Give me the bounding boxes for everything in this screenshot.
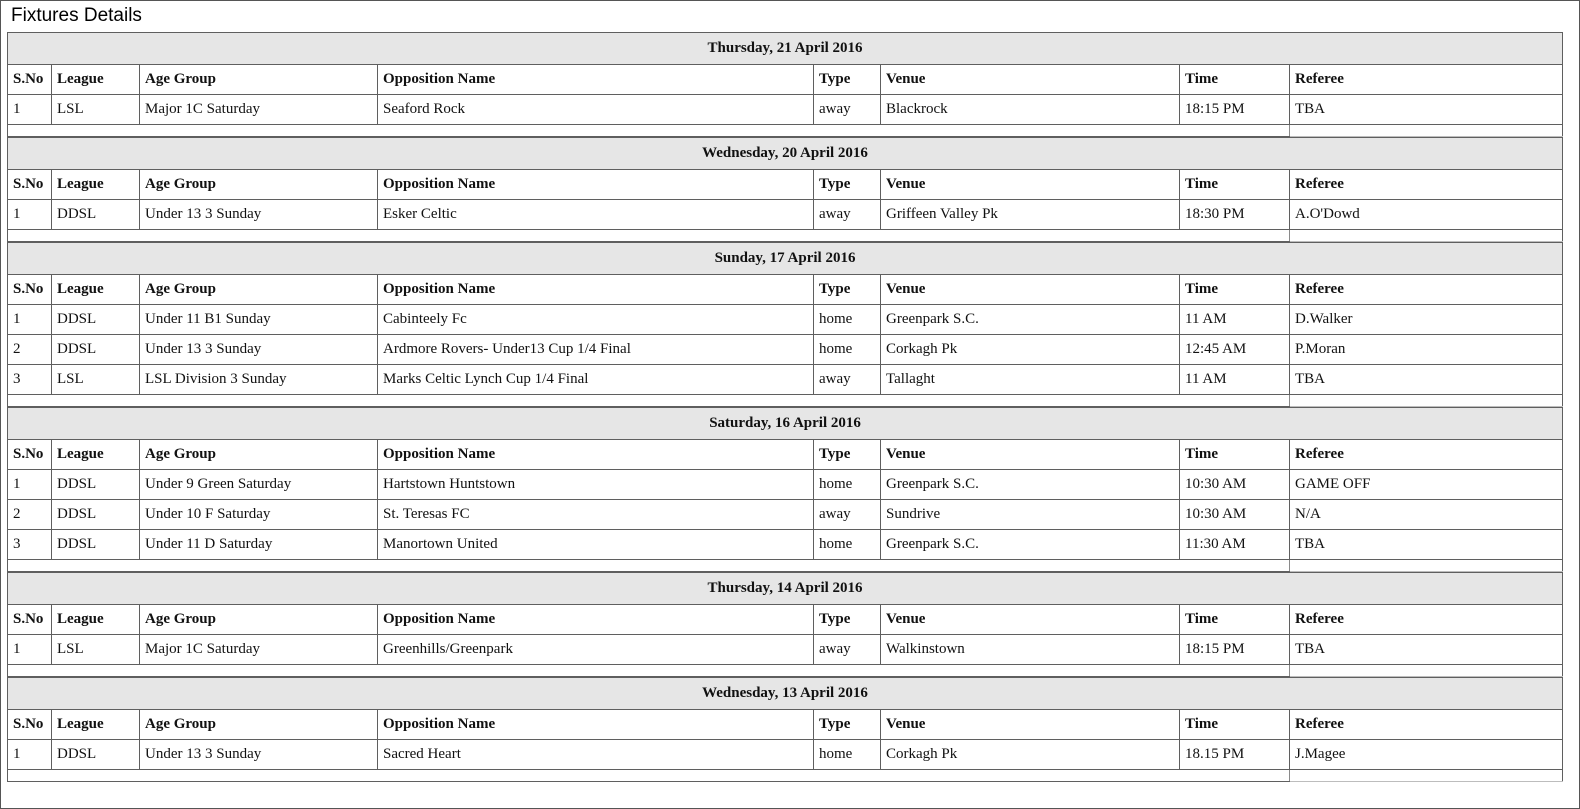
column-header-sno: S.No (8, 710, 52, 740)
column-header-referee: Referee (1290, 275, 1563, 305)
column-header-type: Type (814, 65, 881, 95)
column-header-row (8, 440, 1563, 470)
column-header-opposition-name: Opposition Name (378, 605, 814, 635)
column-header-row (8, 605, 1563, 635)
table-row (8, 470, 1563, 500)
cell-venue: Corkagh Pk (881, 740, 1180, 770)
column-header-venue: Venue (881, 710, 1180, 740)
column-header-time: Time (1180, 170, 1290, 200)
column-header-venue: Venue (881, 170, 1180, 200)
cell-sno: 1 (8, 305, 52, 335)
cell-time: 11 AM (1180, 365, 1290, 395)
spacer-cell (8, 125, 1290, 137)
cell-referee: TBA (1290, 365, 1563, 395)
table-row (8, 530, 1563, 560)
cell-time: 18.15 PM (1180, 740, 1290, 770)
cell-referee: TBA (1290, 95, 1563, 125)
cell-sno: 1 (8, 740, 52, 770)
cell-league: DDSL (52, 305, 140, 335)
fixtures-list (7, 32, 1573, 782)
cell-age-group: Under 13 3 Sunday (140, 740, 378, 770)
column-header-age-group: Age Group (140, 275, 378, 305)
column-header-opposition-name: Opposition Name (378, 275, 814, 305)
cell-time: 18:15 PM (1180, 95, 1290, 125)
page-title: Fixtures Details (11, 5, 142, 26)
column-header-referee: Referee (1290, 710, 1563, 740)
cell-referee: P.Moran (1290, 335, 1563, 365)
column-header-league: League (52, 605, 140, 635)
cell-type: home (814, 530, 881, 560)
column-header-referee: Referee (1290, 65, 1563, 95)
cell-league: DDSL (52, 530, 140, 560)
column-header-opposition-name: Opposition Name (378, 170, 814, 200)
spacer-cell (8, 230, 1290, 242)
column-header-league: League (52, 710, 140, 740)
cell-time: 18:15 PM (1180, 635, 1290, 665)
cell-venue: Sundrive (881, 500, 1180, 530)
cell-venue: Greenpark S.C. (881, 470, 1180, 500)
spacer-cell (1290, 125, 1563, 137)
cell-age-group: Under 13 3 Sunday (140, 200, 378, 230)
fixture-day-table (7, 137, 1563, 242)
cell-league: DDSL (52, 470, 140, 500)
spacer-cell (8, 560, 1290, 572)
cell-age-group: Under 11 B1 Sunday (140, 305, 378, 335)
spacer-cell (1290, 665, 1563, 677)
table-row (8, 740, 1563, 770)
cell-age-group: Major 1C Saturday (140, 95, 378, 125)
column-header-row (8, 170, 1563, 200)
column-header-time: Time (1180, 605, 1290, 635)
column-header-sno: S.No (8, 440, 52, 470)
cell-league: LSL (52, 365, 140, 395)
cell-referee: TBA (1290, 635, 1563, 665)
cell-type: away (814, 365, 881, 395)
spacer-cell (1290, 560, 1563, 572)
column-header-age-group: Age Group (140, 440, 378, 470)
cell-opposition-name: Hartstown Huntstown (378, 470, 814, 500)
column-header-time: Time (1180, 440, 1290, 470)
cell-age-group: LSL Division 3 Sunday (140, 365, 378, 395)
cell-referee: TBA (1290, 530, 1563, 560)
fixture-date: Wednesday, 13 April 2016 (8, 678, 1563, 710)
column-header-venue: Venue (881, 65, 1180, 95)
fixture-day-table (7, 32, 1563, 137)
column-header-league: League (52, 440, 140, 470)
spacer-cell (8, 395, 1290, 407)
cell-opposition-name: St. Teresas FC (378, 500, 814, 530)
cell-referee: D.Walker (1290, 305, 1563, 335)
cell-type: home (814, 305, 881, 335)
cell-league: LSL (52, 95, 140, 125)
cell-time: 10:30 AM (1180, 500, 1290, 530)
cell-league: DDSL (52, 500, 140, 530)
table-row (8, 335, 1563, 365)
cell-type: home (814, 740, 881, 770)
column-header-referee: Referee (1290, 170, 1563, 200)
table-row (8, 200, 1563, 230)
cell-venue: Greenpark S.C. (881, 530, 1180, 560)
fixture-date: Thursday, 14 April 2016 (8, 573, 1563, 605)
cell-time: 12:45 AM (1180, 335, 1290, 365)
cell-venue: Tallaght (881, 365, 1180, 395)
cell-referee: GAME OFF (1290, 470, 1563, 500)
cell-league: DDSL (52, 200, 140, 230)
fixture-date-row (8, 408, 1563, 440)
column-header-league: League (52, 275, 140, 305)
cell-time: 11:30 AM (1180, 530, 1290, 560)
cell-sno: 3 (8, 365, 52, 395)
cell-venue: Corkagh Pk (881, 335, 1180, 365)
column-header-sno: S.No (8, 275, 52, 305)
column-header-age-group: Age Group (140, 710, 378, 740)
column-header-venue: Venue (881, 275, 1180, 305)
cell-sno: 1 (8, 200, 52, 230)
spacer-cell (8, 665, 1290, 677)
column-header-opposition-name: Opposition Name (378, 710, 814, 740)
cell-type: away (814, 635, 881, 665)
fixture-day-table (7, 242, 1563, 407)
cell-sno: 1 (8, 95, 52, 125)
cell-venue: Greenpark S.C. (881, 305, 1180, 335)
cell-age-group: Major 1C Saturday (140, 635, 378, 665)
cell-league: DDSL (52, 740, 140, 770)
cell-age-group: Under 9 Green Saturday (140, 470, 378, 500)
cell-venue: Walkinstown (881, 635, 1180, 665)
cell-opposition-name: Cabinteely Fc (378, 305, 814, 335)
section-spacer-row (8, 395, 1563, 407)
column-header-type: Type (814, 440, 881, 470)
cell-opposition-name: Marks Celtic Lynch Cup 1/4 Final (378, 365, 814, 395)
cell-type: away (814, 200, 881, 230)
column-header-sno: S.No (8, 605, 52, 635)
cell-opposition-name: Esker Celtic (378, 200, 814, 230)
column-header-row (8, 275, 1563, 305)
cell-opposition-name: Seaford Rock (378, 95, 814, 125)
cell-sno: 1 (8, 635, 52, 665)
fixture-date-row (8, 33, 1563, 65)
column-header-opposition-name: Opposition Name (378, 65, 814, 95)
section-spacer-row (8, 560, 1563, 572)
table-row (8, 635, 1563, 665)
cell-referee: J.Magee (1290, 740, 1563, 770)
cell-type: away (814, 500, 881, 530)
cell-venue: Griffeen Valley Pk (881, 200, 1180, 230)
column-header-type: Type (814, 275, 881, 305)
table-row (8, 95, 1563, 125)
column-header-venue: Venue (881, 605, 1180, 635)
cell-age-group: Under 13 3 Sunday (140, 335, 378, 365)
cell-opposition-name: Manortown United (378, 530, 814, 560)
cell-type: home (814, 335, 881, 365)
section-spacer-row (8, 770, 1563, 782)
column-header-type: Type (814, 710, 881, 740)
cell-opposition-name: Ardmore Rovers- Under13 Cup 1/4 Final (378, 335, 814, 365)
column-header-row (8, 710, 1563, 740)
column-header-age-group: Age Group (140, 65, 378, 95)
column-header-time: Time (1180, 275, 1290, 305)
cell-type: home (814, 470, 881, 500)
column-header-referee: Referee (1290, 440, 1563, 470)
cell-age-group: Under 11 D Saturday (140, 530, 378, 560)
cell-referee: A.O'Dowd (1290, 200, 1563, 230)
fixture-date: Wednesday, 20 April 2016 (8, 138, 1563, 170)
column-header-referee: Referee (1290, 605, 1563, 635)
cell-age-group: Under 10 F Saturday (140, 500, 378, 530)
column-header-venue: Venue (881, 440, 1180, 470)
table-row (8, 305, 1563, 335)
column-header-sno: S.No (8, 170, 52, 200)
column-header-league: League (52, 170, 140, 200)
spacer-cell (1290, 395, 1563, 407)
column-header-age-group: Age Group (140, 170, 378, 200)
cell-time: 10:30 AM (1180, 470, 1290, 500)
fixture-date-row (8, 678, 1563, 710)
section-spacer-row (8, 230, 1563, 242)
cell-sno: 2 (8, 500, 52, 530)
cell-time: 18:30 PM (1180, 200, 1290, 230)
column-header-type: Type (814, 170, 881, 200)
table-row (8, 500, 1563, 530)
fixture-day-table (7, 677, 1563, 782)
cell-sno: 1 (8, 470, 52, 500)
column-header-age-group: Age Group (140, 605, 378, 635)
cell-referee: N/A (1290, 500, 1563, 530)
section-spacer-row (8, 665, 1563, 677)
column-header-row (8, 65, 1563, 95)
fixture-day-table (7, 572, 1563, 677)
fixture-date: Saturday, 16 April 2016 (8, 408, 1563, 440)
cell-sno: 2 (8, 335, 52, 365)
cell-opposition-name: Sacred Heart (378, 740, 814, 770)
cell-venue: Blackrock (881, 95, 1180, 125)
section-spacer-row (8, 125, 1563, 137)
spacer-cell (1290, 230, 1563, 242)
table-row (8, 365, 1563, 395)
cell-opposition-name: Greenhills/Greenpark (378, 635, 814, 665)
column-header-type: Type (814, 605, 881, 635)
column-header-time: Time (1180, 710, 1290, 740)
fixture-date-row (8, 243, 1563, 275)
fixture-date: Sunday, 17 April 2016 (8, 243, 1563, 275)
column-header-opposition-name: Opposition Name (378, 440, 814, 470)
fixture-date: Thursday, 21 April 2016 (8, 33, 1563, 65)
fixture-day-table (7, 407, 1563, 572)
fixture-date-row (8, 138, 1563, 170)
spacer-cell (8, 770, 1290, 782)
cell-sno: 3 (8, 530, 52, 560)
column-header-time: Time (1180, 65, 1290, 95)
cell-league: DDSL (52, 335, 140, 365)
cell-time: 11 AM (1180, 305, 1290, 335)
column-header-sno: S.No (8, 65, 52, 95)
cell-type: away (814, 95, 881, 125)
cell-league: LSL (52, 635, 140, 665)
spacer-cell (1290, 770, 1563, 782)
fixture-date-row (8, 573, 1563, 605)
column-header-league: League (52, 65, 140, 95)
